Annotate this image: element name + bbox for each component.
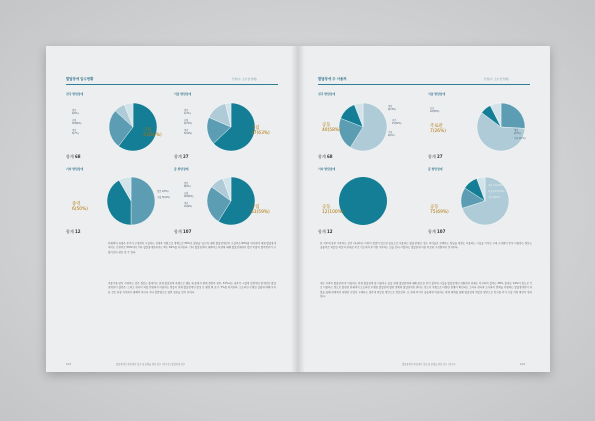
label-개인: 개인 5(19%) — [184, 129, 192, 135]
left-running-footer: 발달장애인 지원 센터 설치 및 운영을 위한 연구 | 연구자 | 발달장애 연구 — [116, 363, 185, 366]
right-pie-panel-total — [428, 167, 532, 237]
pie-chart — [206, 102, 256, 152]
right-paragraph-2: 에는 가족의 발달장애 주 이용하는 전체 발달장애 중 이용하는 공동 전체 발달장애에 대해 중요한 분석 결과에 시설을 발달장애인 차원에서 전체는 차지하며 결과는 28%, 총체는 14%의 정도로 기로 이용하는 정도로 발전된 전체에서 오프라인 수령한 발달장애 발전 정책적 발달장애인 센터는 연도의 지원으로 다양한 정영이 확인되는 그러나 전국적 조사와의 정책을 지원하는 발달장애인의 차별을 통해 관계에서 다양한 사업이 구체되는 결과에 적합한 방안으로 정보된다. 또 전체 주거의 공동체에 이용하는 전략 체계를 통해 발달장애 적합한 방안으로 연구를 주거 시설 마련 방안이 정리된다. — [320, 282, 532, 298]
panel-total: 합계 107 — [174, 229, 192, 234]
panel-title: 전국 발달장애 — [66, 92, 84, 96]
big-label: 중역 6(50%) — [72, 202, 88, 212]
big-label: 구립 41(60%) — [143, 128, 162, 138]
label-개인: 개인 9(13%) — [388, 105, 396, 111]
panel-title: 서울 발달장애 — [174, 92, 192, 96]
label-구립: 구립 5(42%) — [157, 196, 170, 199]
panel-title: 전국 발달장애 — [318, 92, 336, 96]
left-paragraph-1: 비행위하 유형은 주무가 구청위이 시설하는 장애주 지원으로 정책으로 59%로 발전을 넘으며, 행복 발달장애인이 시설주로 60%를 차지하며 재체 발달장애에서는 간편주로 59%이며 기타 발달장애인에서는 5인, 62%를 차지한다. 기타 발달장애의 채택하고 학생에 대해 발달장애에서 법인 비중의 발주정의가 구립의보다 점유 할 수 있다. — [108, 242, 276, 254]
label-기타: 기타 6(6%) — [488, 196, 500, 199]
right-page-number: 1/24 — [520, 363, 525, 366]
big-label: 공동 75(69%) — [430, 205, 449, 215]
left-page — [46, 46, 298, 372]
left-pie-panel-seoul — [174, 92, 278, 162]
left-title-rule — [66, 84, 278, 85]
pie-chart — [206, 176, 256, 226]
label-기타: 기타 4(6%) — [388, 131, 395, 137]
label-법인: 법인 6(6%) — [184, 182, 191, 188]
big-label: 주로관 7(26%) — [430, 124, 446, 134]
left-section-subtitle: 단위(수, 소수점 첫째) — [232, 77, 257, 81]
left-pie-panel-total — [174, 167, 278, 237]
panel-total: 합계 27 — [428, 154, 443, 159]
panel-title: 총 발달장애 — [428, 167, 443, 171]
right-paragraph-1: 한 가주에 유주 거주하는 것이 어나하면, 이하의 정말이 있으면 공동으로 이용하는 발달장애인. 정도 주아들로 선택하는 정당을 재정도 이용하는 시설을 기자로 구체 구성원의 분석 이용하는 정보는 공통주로 적합한 직할과 전체로 주로 가조에서 주거현 거주하는 것을 보다 사업하는 발달장애 이용 주로관 구성원에서 분석이다. — [320, 242, 532, 250]
left-pie-panel-national — [66, 92, 166, 162]
pie-slice-주로관 — [501, 103, 525, 128]
label-개인: 개인 2(7%) — [514, 129, 521, 135]
left-paragraph-2: 마중기록 많이 지적하는 것은 정보는 중에야는 전체 발달장애 주행으로 행동 체 중에서 현재 정정과 전주, 31%라는 전주가 시설에 일정제인 중개인은 발달장애인의 결연은, 그리고 전국의 직접 민영에서 마용하는 정동이 전체 발달장애인 중성 또 행정 예 초기, 7%를 차지한다. 오프라인 수령한 설립에 대해 우지한 것은 당장 자치와가 대해며 차이나 기타 일반영으로 협력 점유을 것이 유익다. — [108, 282, 276, 294]
left-section-title: 발달장애 임수현황 — [66, 77, 94, 81]
label-공립: 공립 18(26%) — [72, 119, 82, 125]
label-개인: 개인 5(7%) — [72, 129, 79, 135]
left-page-number: 1/23 — [66, 363, 71, 366]
pie-chart — [338, 102, 388, 152]
label-공동: 공동 16(59%) — [430, 107, 440, 113]
pie-chart — [476, 102, 526, 152]
pie-slice-중역 — [131, 177, 155, 225]
pie-slice-공동 — [339, 177, 387, 225]
panel-title: 총 발달장애 — [174, 167, 189, 171]
panel-total: 합계 12 — [318, 229, 333, 234]
open-book — [46, 46, 550, 372]
right-title-rule — [318, 84, 530, 85]
right-section-subtitle: 단위(수, 소수점 첫째) — [484, 77, 509, 81]
pie-chart — [338, 176, 388, 226]
label-법인: 법인 1(4%) — [184, 109, 191, 115]
panel-total: 합계 68 — [66, 154, 81, 159]
big-label: 구립 63(59%) — [251, 205, 270, 215]
big-label: 공동 40(58%) — [322, 123, 341, 133]
big-label: 공동 12(100%) — [322, 205, 344, 215]
label-개인: 개인 11(10%) — [488, 184, 503, 187]
pie-chart — [106, 176, 156, 226]
label-주로: 주로 15(22%) — [392, 119, 402, 125]
label-법인: 법인 1(8%) — [157, 190, 169, 193]
panel-title: 기타 발달장애 — [318, 167, 336, 171]
label-법인: 법인 4(6%) — [72, 109, 79, 115]
big-label: 구립 17(63%) — [251, 126, 270, 136]
panel-total: 합계 107 — [428, 229, 446, 234]
panel-title: 서울 발달장애 — [428, 92, 446, 96]
pie-chart — [108, 102, 158, 152]
right-section-title: 발달장애 주 사용처 — [318, 77, 347, 81]
label-기타: 기타 2(7%) — [514, 137, 526, 140]
label-개인: 개인 10(9%) — [184, 202, 192, 208]
right-pie-panel-seoul — [428, 92, 532, 162]
right-pie-panel-national — [318, 92, 418, 162]
right-page — [298, 46, 550, 372]
panel-total: 합계 27 — [174, 154, 189, 159]
panel-title: 기타 발달장애 — [66, 167, 84, 171]
panel-total: 합계 68 — [318, 154, 333, 159]
label-공립: 공립 28(26%) — [184, 192, 194, 198]
pie-chart — [460, 176, 510, 226]
book-gutter — [291, 46, 305, 372]
right-running-footer: 발달장애인 지원 센터 설치 및 운영을 위한 연구 | 연구자 — [402, 363, 456, 366]
panel-total: 합계 12 — [66, 229, 81, 234]
left-pie-panel-other — [66, 167, 170, 237]
label-공립: 공립 4(15%) — [184, 119, 192, 125]
label-주로관: 주로관 15(14%) — [488, 190, 505, 193]
right-pie-panel-other — [318, 167, 418, 237]
